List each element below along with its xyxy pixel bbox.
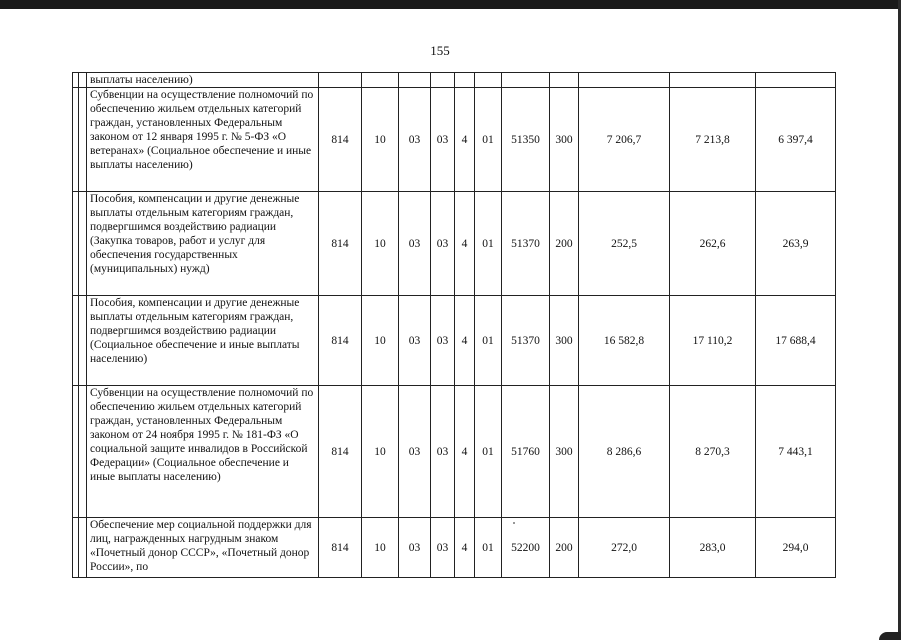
cell-ministry: 814 (319, 296, 362, 386)
cell-expense-type: 300 (550, 88, 579, 192)
cell-subprogram: 4 (455, 88, 475, 192)
cell-subsection: 03 (399, 518, 431, 578)
budget-table (72, 72, 836, 578)
table-row (73, 73, 836, 88)
cell-ministry: 814 (319, 88, 362, 192)
cell-program: 03 (431, 518, 455, 578)
cell-amount-3: 6 397,4 (756, 88, 836, 192)
cell-event: 01 (475, 518, 502, 578)
cell-program: 03 (431, 88, 455, 192)
row-description: Пособия, компенсации и другие денежные выплаты отдельным категориям граждан, подвергшимся воздействию радиации (Социальное обеспечение и иные выплаты населению) (87, 296, 319, 386)
cell-direction: 51370 (502, 296, 550, 386)
cell-amount-2 (670, 73, 756, 88)
table-row (73, 88, 836, 192)
cell-amount-2: 283,0 (670, 518, 756, 578)
table-row (73, 192, 836, 296)
cell-direction: 51370 (502, 192, 550, 296)
scan-border-top (0, 0, 901, 9)
cell-subprogram: 4 (455, 386, 475, 518)
cell-event (475, 73, 502, 88)
cell-ministry: 814 (319, 192, 362, 296)
cell-event: 01 (475, 88, 502, 192)
cell-section: 10 (362, 192, 399, 296)
cell-direction (502, 73, 550, 88)
cell-amount-1: 7 206,7 (579, 88, 670, 192)
cell-program: 03 (431, 386, 455, 518)
cell-section (362, 73, 399, 88)
cell-amount-1: 252,5 (579, 192, 670, 296)
cell-amount-1: 16 582,8 (579, 296, 670, 386)
cell-ministry: 814 (319, 518, 362, 578)
cell-amount-3: 7 443,1 (756, 386, 836, 518)
cell-subsection: 03 (399, 386, 431, 518)
cell-amount-1 (579, 73, 670, 88)
cell-subprogram: 4 (455, 192, 475, 296)
cell-expense-type: 200 (550, 518, 579, 578)
cell-event: 01 (475, 386, 502, 518)
cell-event: 01 (475, 192, 502, 296)
cell-amount-1: 8 286,6 (579, 386, 670, 518)
cell-direction: 51760 (502, 386, 550, 518)
cell-ministry: 814 (319, 386, 362, 518)
cell-amount-3: 17 688,4 (756, 296, 836, 386)
table-row (73, 386, 836, 518)
cell-subsection: 03 (399, 192, 431, 296)
scan-speck (513, 522, 515, 524)
cell-section: 10 (362, 518, 399, 578)
cell-amount-3: 263,9 (756, 192, 836, 296)
table-row (73, 518, 836, 578)
cell-section: 10 (362, 88, 399, 192)
cell-amount-3: 294,0 (756, 518, 836, 578)
cell-subprogram: 4 (455, 296, 475, 386)
cell-program (431, 73, 455, 88)
cell-direction: 52200 (502, 518, 550, 578)
cell-event: 01 (475, 296, 502, 386)
cell-subprogram (455, 73, 475, 88)
cell-subprogram: 4 (455, 518, 475, 578)
row-description: Субвенции на осуществление полномочий по обеспечению жильем отдельных категорий граждан, установленных Федеральным законом от 12 января 1995 г. № 5-ФЗ «О ветеранах» (Социальное обеспечение и иные выплаты населению) (87, 88, 319, 192)
cell-amount-2: 262,6 (670, 192, 756, 296)
row-description: Обеспечение мер социальной поддержки для лиц, награжденных нагрудным знаком «Почетный донор СССР», «Почетный донор России», по (87, 518, 319, 578)
page-number: 155 (430, 43, 450, 58)
cell-expense-type: 300 (550, 386, 579, 518)
cell-amount-2: 17 110,2 (670, 296, 756, 386)
cell-amount-3 (756, 73, 836, 88)
cell-section: 10 (362, 296, 399, 386)
cell-ministry (319, 73, 362, 88)
scan-corner-mark (879, 632, 901, 640)
cell-program: 03 (431, 296, 455, 386)
cell-program: 03 (431, 192, 455, 296)
cell-amount-1: 272,0 (579, 518, 670, 578)
cell-direction: 51350 (502, 88, 550, 192)
cell-subsection: 03 (399, 296, 431, 386)
cell-subsection: 03 (399, 88, 431, 192)
cell-subsection (399, 73, 431, 88)
cell-expense-type (550, 73, 579, 88)
row-description: Пособия, компенсации и другие денежные выплаты отдельным категориям граждан, подвергшимся воздействию радиации (Закупка товаров, работ и услуг для обеспечения государственных (муниципальных) нужд) (87, 192, 319, 296)
cell-section: 10 (362, 386, 399, 518)
cell-amount-2: 7 213,8 (670, 88, 756, 192)
table-row (73, 296, 836, 386)
cell-expense-type: 200 (550, 192, 579, 296)
cell-expense-type: 300 (550, 296, 579, 386)
row-description: Субвенции на осуществление полномочий по обеспечению жильем отдельных категорий граждан, установленных Федеральным законом от 24 ноября 1995 г. № 181-ФЗ «О социальной защите инвалидов в Российской Федерации» (Социальное обеспечение и иные выплаты населению) (87, 386, 319, 518)
cell-amount-2: 8 270,3 (670, 386, 756, 518)
row-description: выплаты населению) (87, 73, 319, 88)
